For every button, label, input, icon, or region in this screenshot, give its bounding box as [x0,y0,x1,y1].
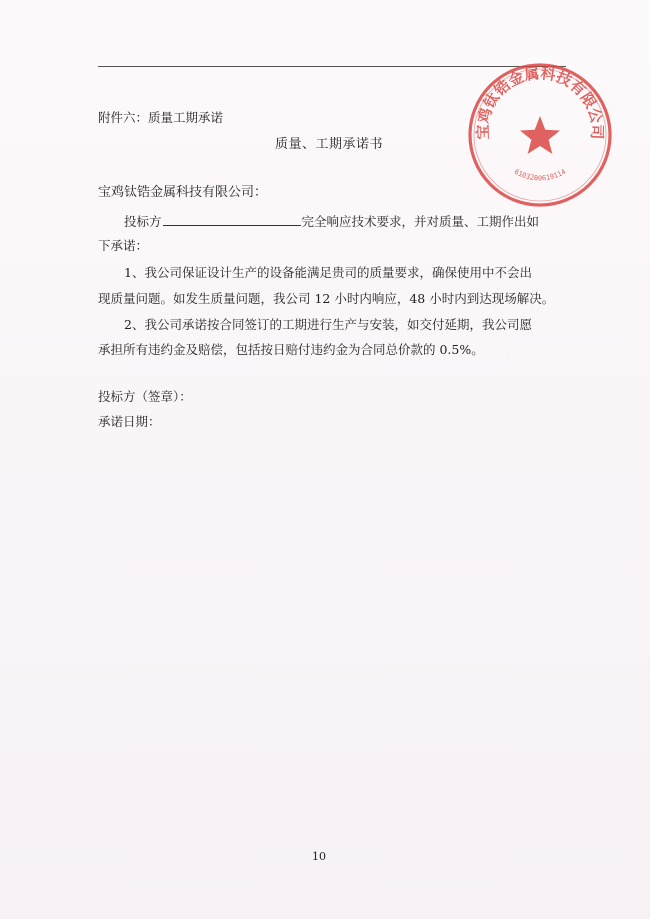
commitment-date-label: 承诺日期： [98,414,161,429]
recipient-line: 宝鸡钛锆金属科技有限公司： [98,185,268,200]
bidder-name-blank [163,212,301,226]
svg-text:宝鸡钛锆金属科技有限公司: 宝鸡钛锆金属科技有限公司 [473,64,607,140]
intro-continuation: 下承诺： [98,238,149,253]
bidder-signature-label: 投标方（签章）： [98,389,192,404]
intro-suffix: 完全响应技术要求，并对质量、工期作出如 [301,214,540,229]
company-seal-icon [465,60,615,210]
document-title: 质量、工期承诺书 [275,137,384,152]
page-number: 10 [312,850,326,863]
svg-text:6103280619114: 6103280619114 [512,167,568,183]
commitment-item-2-line-2: 承担所有违约金及赔偿，包括按日赔付违约金为合同总价款的 0.5%。 [98,342,484,357]
commitment-item-1-line-1: 1、我公司保证设计生产的设备能满足贵司的质量要求，确保使用中不会出 [124,265,532,280]
commitment-item-2-line-1: 2、我公司承诺按合同签订的工期进行生产与安装，如交付延期，我公司愿 [124,317,532,332]
intro-line [124,212,539,231]
commitment-item-1-line-2: 现质量问题。如发生质量问题，我公司 12 小时内响应，48 小时内到达现场解决。 [98,291,555,306]
intro-prefix: 投标方 [124,214,162,229]
attachment-label: 附件六：质量工期承诺 [98,110,224,125]
